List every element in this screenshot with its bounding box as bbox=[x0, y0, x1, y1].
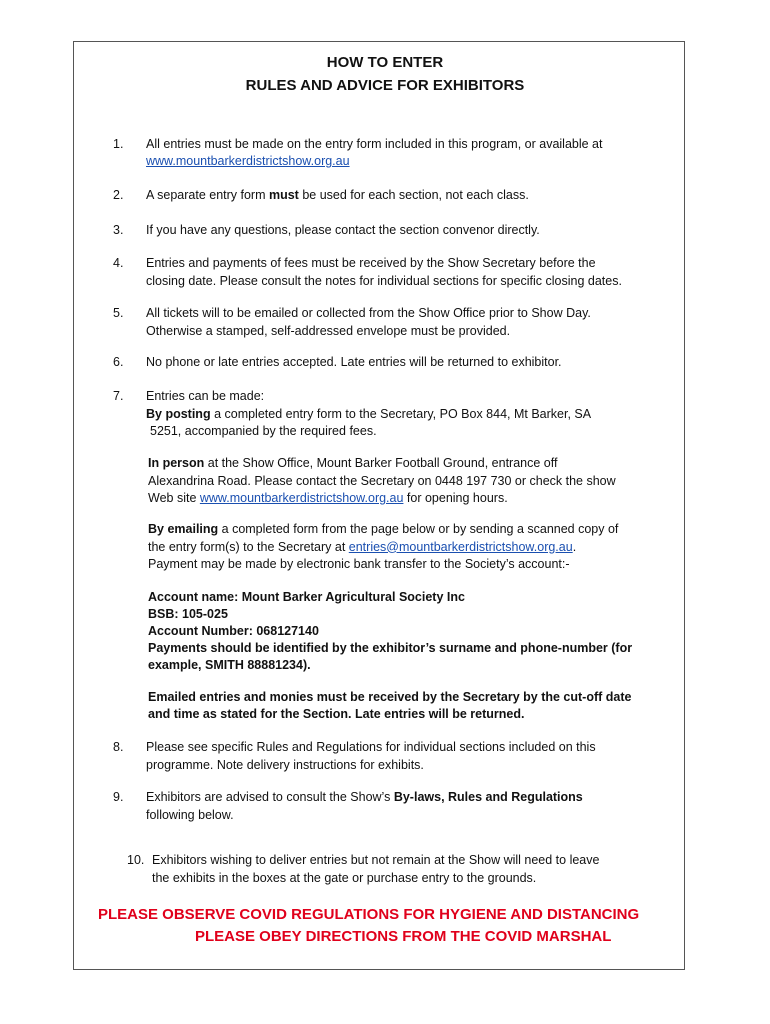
rule-7-text bbox=[146, 388, 591, 441]
rule-number: 2. bbox=[113, 188, 124, 202]
rule-1-text: All entries must be made on the entry form included in this program, or available at bbox=[146, 137, 603, 151]
payment-id-line1: Payments should be identified by the exhibitor’s surname and phone-number (for bbox=[148, 641, 633, 655]
rule-10-line1: Exhibitors wishing to deliver entries but not remain at the Show will need to leave bbox=[152, 853, 600, 867]
person-line3-pre: Web site bbox=[148, 491, 200, 505]
rule-10-number: 10. bbox=[127, 853, 145, 867]
email-text: a completed form from the page below or by sending a scanned copy of bbox=[218, 522, 619, 536]
rule-9-text bbox=[146, 789, 583, 824]
rule-4-line2: closing date. Please consult the notes for individual sections for specific closing dates. bbox=[146, 273, 622, 288]
person-line3 bbox=[148, 490, 616, 508]
email-line2-post: . bbox=[572, 539, 577, 554]
title-rules-and-advice: RULES AND ADVICE FOR EXHIBITORS bbox=[245, 77, 525, 94]
rule-2-text-post: be used for each section, not each class. bbox=[298, 188, 529, 202]
payment-id-line2: example, SMITH 88881234). bbox=[148, 658, 311, 672]
person-line2: Alexandrina Road. Please contact the Secretary on 0448 197 730 or check the show bbox=[148, 473, 616, 488]
rule-5-number: 5. bbox=[113, 306, 124, 320]
posting-line1 bbox=[146, 406, 591, 424]
rule-4-line1: Entries and payments of fees must be received by the Show Secretary before the bbox=[146, 256, 596, 270]
rule-8-number: 8. bbox=[113, 740, 124, 754]
person-line3-post: for opening hours. bbox=[403, 491, 508, 505]
rule-4-text bbox=[146, 255, 622, 290]
rule-3-text: If you have any questions, please contact the section convenor directly. bbox=[146, 223, 540, 237]
posting-line2: 5251, accompanied by the required fees. bbox=[150, 424, 377, 438]
rule-6-text: No phone or late entries accepted. Late entries will be returned to exhibitor. bbox=[146, 355, 562, 369]
rule-9-number: 9. bbox=[113, 790, 124, 804]
person-bold: In person bbox=[148, 456, 205, 470]
posting-bold: By posting bbox=[146, 406, 211, 421]
email-bold: By emailing bbox=[148, 522, 219, 536]
person-line1 bbox=[148, 455, 616, 473]
covid-notice-line1: PLEASE OBSERVE COVID REGULATIONS FOR HYGIENE AND DISTANCING bbox=[98, 906, 640, 923]
email-line1 bbox=[148, 521, 618, 539]
rule-8-text bbox=[146, 739, 596, 774]
in-person-paragraph bbox=[148, 455, 616, 508]
website-link[interactable]: www.mountbarkerdistrictshow.org.au bbox=[199, 491, 404, 505]
rule-5-text bbox=[146, 305, 591, 340]
rule-9-text-pre: Exhibitors are advised to consult the Show’s bbox=[146, 790, 394, 804]
website-link[interactable]: www.mountbarkerdistrictshow.org.au bbox=[146, 154, 350, 168]
cutoff-line2: and time as stated for the Section. Late entries will be returned. bbox=[148, 707, 525, 721]
rule-5-line2: Otherwise a stamped, self-addressed envelope must be provided. bbox=[146, 323, 511, 338]
bsb: BSB: 105-025 bbox=[148, 607, 228, 621]
email-line2 bbox=[148, 539, 618, 557]
rule-4-number: 4. bbox=[113, 256, 124, 270]
rule-8-line1: Please see specific Rules and Regulations for individual sections included on this bbox=[146, 740, 596, 754]
by-email-paragraph bbox=[148, 521, 618, 574]
rule-2-text bbox=[146, 187, 529, 205]
rule-7-intro: Entries can be made: bbox=[146, 389, 265, 403]
posting-text: a completed entry form to the Secretary, PO Box 844, Mt Barker, SA bbox=[210, 406, 592, 421]
rule-10-line2: the exhibits in the boxes at the gate or purchase entry to the grounds. bbox=[152, 870, 537, 885]
account-number: Account Number: 068127140 bbox=[148, 624, 319, 638]
rule-3-number: 3. bbox=[113, 223, 124, 237]
covid-notice-line2: PLEASE OBEY DIRECTIONS FROM THE COVID MARSHAL bbox=[195, 928, 612, 945]
rule-number: 1. bbox=[113, 137, 124, 151]
rule-9-line2: following below. bbox=[146, 807, 234, 822]
rule-2 bbox=[113, 187, 123, 205]
person-text: at the Show Office, Mount Barker Football Ground, entrance off bbox=[204, 456, 558, 470]
rule-6-number: 6. bbox=[113, 355, 124, 369]
email-line2-pre: the entry form(s) to the Secretary at bbox=[148, 539, 349, 554]
rule-8-line2: programme. Note delivery instructions for exhibits. bbox=[146, 757, 424, 772]
rule-9-bold: By-laws, Rules and Regulations bbox=[393, 790, 583, 804]
email-line3: Payment may be made by electronic bank transfer to the Society’s account:- bbox=[148, 557, 570, 571]
cutoff-line1: Emailed entries and monies must be received by the Secretary by the cut-off date bbox=[148, 690, 632, 704]
rule-2-text-pre: A separate entry form bbox=[146, 188, 269, 202]
rule-7-number: 7. bbox=[113, 389, 124, 403]
rule-9-line1 bbox=[146, 789, 583, 807]
title-how-to-enter: HOW TO ENTER bbox=[326, 54, 444, 71]
rule-2-bold: must bbox=[268, 188, 299, 202]
account-name: Account name: Mount Barker Agricultural Society Inc bbox=[148, 590, 465, 604]
rule-10-text bbox=[152, 852, 599, 887]
email-link[interactable]: entries@mountbarkerdistrictshow.org.au bbox=[348, 539, 573, 554]
rule-5-line1: All tickets will to be emailed or collected from the Show Office prior to Show Day. bbox=[146, 306, 591, 320]
